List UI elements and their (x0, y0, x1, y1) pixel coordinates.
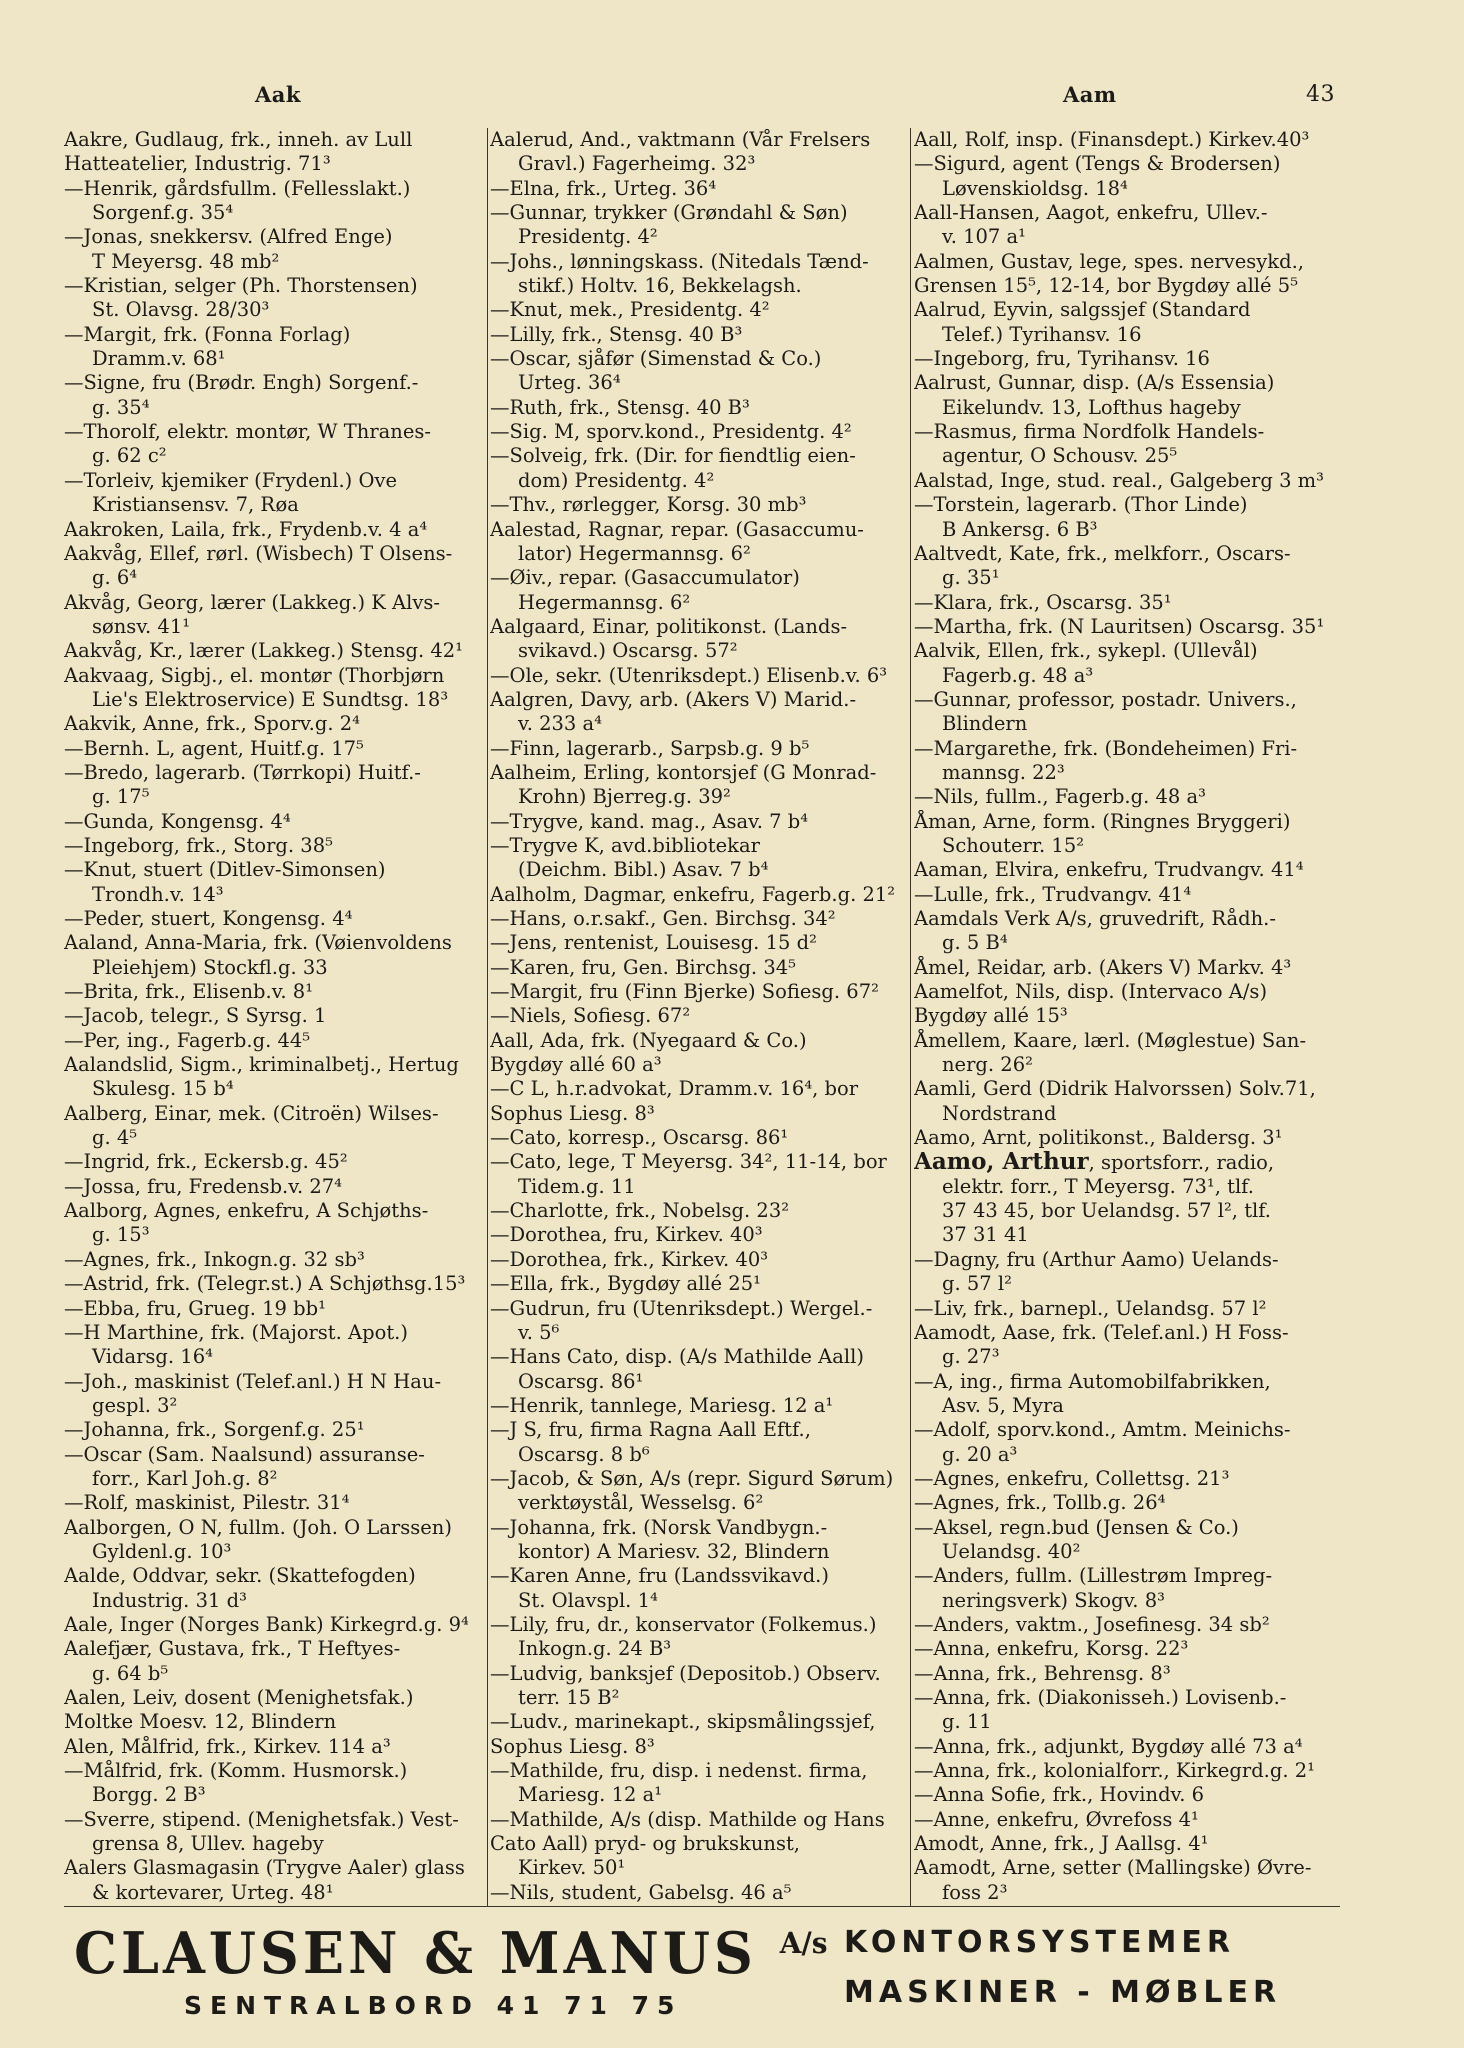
directory-entry-line: —Margarethe, frk. (Bondeheimen) Fri- (914, 736, 1298, 760)
directory-entry-line: T Meyersg. 48 mb² (92, 249, 280, 273)
directory-entry-line: —Johanna, frk., Sorgenf.g. 25¹ (64, 1418, 365, 1442)
directory-entry-line: —Gunda, Kongensg. 4⁴ (64, 809, 291, 833)
directory-entry-line: Fagerb.g. 48 a³ (942, 663, 1094, 687)
directory-entry-line: Aall, Ada, frk. (Nyegaard & Co.) (490, 1028, 807, 1052)
header-left-guide-word: Aak (255, 82, 301, 107)
directory-entry-line: Aall-Hansen, Aagot, enkefru, Ullev.- (914, 201, 1268, 225)
directory-entry-line: Telef.) Tyrihansv. 16 (942, 322, 1142, 346)
directory-entry-line: Aale, Inger (Norges Bank) Kirkegrd.g. 9⁴ (64, 1612, 469, 1636)
directory-entry-line: Aalheim, Erling, kontorsjef (G Monrad- (490, 760, 877, 784)
directory-entry-line: Hegermannsg. 6² (518, 590, 691, 614)
directory-entry-line: —Charlotte, frk., Nobelsg. 23² (490, 1199, 790, 1223)
directory-entry-line: foss 2³ (942, 1880, 1008, 1904)
advertisement-phone: SENTRALBORD 41 71 75 (184, 1991, 683, 2020)
directory-entry-line: Schouterr. 15² (942, 833, 1085, 857)
advertisement (64, 1912, 1340, 2022)
directory-entry-line: Aalers Glasmagasin (Trygve Aaler) glass (64, 1856, 465, 1880)
page-number: 43 (1306, 82, 1335, 107)
advertisement-brand (74, 1912, 828, 2020)
directory-entry-line: —Ebba, fru, Grueg. 19 bb¹ (64, 1296, 326, 1320)
directory-entry-line: Løvenskioldsg. 18⁴ (942, 176, 1128, 200)
directory-entry-line: Kristiansensv. 7, Røa (92, 493, 299, 517)
directory-entry-line: —Jacob, telegr., S Syrsg. 1 (64, 1004, 327, 1028)
directory-entry-line: —Lilly, frk., Stensg. 40 B³ (490, 322, 743, 346)
directory-entry-line: Aakroken, Laila, frk., Frydenb.v. 4 a⁴ (64, 517, 428, 541)
directory-entry-line: —Dorothea, fru, Kirkev. 40³ (490, 1223, 763, 1247)
directory-entry-line: Dramm.v. 68¹ (92, 347, 226, 371)
header-right-guide-word: Aam (1063, 82, 1117, 107)
directory-entry-line: —Henrik, gårdsfullm. (Fellesslakt.) (64, 176, 411, 200)
company-name-text: CLAUSEN & MANUS (74, 1919, 757, 1987)
directory-column-3 (914, 128, 1334, 1906)
directory-entry-line: Aalde, Oddvar, sekr. (Skattefogden) (64, 1564, 416, 1588)
highlighted-entry-name: Aamo, Arthur (914, 1150, 1089, 1175)
directory-entry-line: dom) Presidentg. 4² (518, 468, 715, 492)
directory-entry-line: —Gunnar, professor, postadr. Univers., (914, 687, 1297, 711)
advertisement-line-1: KONTORSYSTEMER (844, 1925, 1235, 1960)
directory-entry-line: Hatteatelier, Industrig. 71³ (64, 152, 331, 176)
directory-entry-line: —Astrid, frk. (Telegr.st.) A Schjøthsg.15³ (64, 1272, 466, 1296)
directory-entry-line: —Agnes, frk., Tollb.g. 26⁴ (914, 1491, 1166, 1515)
directory-entry-line: g. 15³ (92, 1223, 150, 1247)
directory-entry-line: v. 5⁶ (518, 1320, 560, 1344)
directory-entry-line: —Hans Cato, disp. (A/s Mathilde Aall) (490, 1345, 864, 1369)
directory-entry-line: Amodt, Anne, frk., J Aallsg. 4¹ (914, 1832, 1209, 1856)
directory-entry-line: g. 64 b⁵ (92, 1661, 169, 1685)
directory-entry-line: Åmel, Reidar, arb. (Akers V) Markv. 4³ (914, 955, 1292, 979)
directory-entry-line: —Målfrid, frk. (Komm. Husmorsk.) (64, 1759, 408, 1783)
directory-entry-line: Moltke Moesv. 12, Blindern (64, 1710, 337, 1734)
directory-entry-line: —Anders, vaktm., Josefinesg. 34 sb² (914, 1612, 1270, 1636)
directory-entry-line: Borgg. 2 B³ (92, 1783, 206, 1807)
directory-entry-line: —Torstein, lagerarb. (Thor Linde) (914, 493, 1248, 517)
directory-entry-line: Oscarsg. 8 b⁶ (518, 1442, 650, 1466)
directory-entry-line: —Karen Anne, fru (Landssvikavd.) (490, 1564, 829, 1588)
company-suffix: A/s (779, 1925, 828, 1961)
directory-entry-line: —Anna, enkefru, Korsg. 22³ (914, 1637, 1189, 1661)
directory-entry-line: nerg. 26² (942, 1053, 1033, 1077)
directory-entry-line: —Lily, fru, dr., konservator (Folkemus.) (490, 1612, 877, 1636)
directory-entry-line: —Knut, mek., Presidentg. 4² (490, 298, 770, 322)
directory-entry-line: v. 107 a¹ (942, 225, 1026, 249)
directory-entry-line: Bygdøy allé 60 a³ (490, 1053, 662, 1077)
directory-entry-line: Åmellem, Kaare, lærl. (Møglestue) San- (914, 1028, 1307, 1052)
directory-entry-line: Aalrud, Eyvin, salgssjef (Standard (914, 298, 1251, 322)
directory-entry-line: Grensen 15⁵, 12-14, bor Bygdøy allé 5⁵ (914, 274, 1299, 298)
directory-entry-line: Aalefjær, Gustava, frk., T Heftyes- (64, 1637, 401, 1661)
directory-entry-line: Aalholm, Dagmar, enkefru, Fagerb.g. 21² (490, 882, 896, 906)
directory-entry-line: Uelandsg. 40² (942, 1539, 1081, 1563)
directory-entry-line: g. 6⁴ (92, 566, 138, 590)
directory-entry-line: Mariesg. 12 a¹ (518, 1783, 663, 1807)
directory-entry-line: —Ruth, frk., Stensg. 40 B³ (490, 395, 750, 419)
directory-entry-line: forr., Karl Joh.g. 8² (92, 1466, 278, 1490)
directory-entry-line: —Jacob, & Søn, A/s (repr. Sigurd Sørum) (490, 1466, 894, 1490)
directory-entry-line: Nordstrand (942, 1101, 1057, 1125)
directory-entry-line: Aaltvedt, Kate, frk., melkforr., Oscars- (914, 541, 1291, 565)
directory-entry-line: Krohn) Bjerreg.g. 39² (518, 785, 731, 809)
directory-entry-line: —Gunnar, trykker (Grøndahl & Søn) (490, 201, 848, 225)
directory-entry-line: Presidentg. 4² (518, 225, 658, 249)
directory-entry-line: —Finn, lagerarb., Sarpsb.g. 9 b⁵ (490, 736, 810, 760)
directory-entry-line: Alen, Målfrid, frk., Kirkev. 114 a³ (64, 1734, 391, 1758)
directory-entry-line: Lie's Elektroservice) E Sundtsg. 18³ (92, 687, 449, 711)
directory-entry-line: g. 35¹ (942, 566, 1000, 590)
directory-entry-line: Gyldenl.g. 10³ (92, 1539, 232, 1563)
directory-entry-line: g. 5 B⁴ (942, 931, 1008, 955)
directory-entry-line: mannsg. 22³ (942, 760, 1065, 784)
directory-entry-line: —Anna, frk., kolonialforr., Kirkegrd.g. 2¹ (914, 1759, 1315, 1783)
directory-entry-line: Akvåg, Georg, lærer (Lakkeg.) K Alvs- (64, 590, 440, 614)
directory-entry-line: neringsverk) Skogv. 8³ (942, 1588, 1165, 1612)
directory-entry-line: (Deichm. Bibl.) Asav. 7 b⁴ (518, 858, 769, 882)
directory-entry-line: Bygdøy allé 15³ (914, 1004, 1068, 1028)
directory-entry-line: Aakre, Gudlaug, frk., inneh. av Lull (64, 128, 413, 151)
directory-entry-line: —Mathilde, A/s (disp. Mathilde og Hans (490, 1807, 885, 1831)
directory-entry-line: kontor) A Mariesv. 32, Blindern (518, 1539, 830, 1563)
directory-entry-line: gespl. 3² (92, 1393, 178, 1417)
directory-entry-line: g. 57 l² (942, 1272, 1012, 1296)
directory-entry-line: g. 27³ (942, 1345, 1000, 1369)
directory-entry-line: —Jens, rentenist, Louisesg. 15 d² (490, 931, 817, 955)
directory-entry-line: —Per, ing., Fagerb.g. 44⁵ (64, 1028, 311, 1052)
directory-entry-line: Aamdals Verk A/s, gruvedrift, Rådh.- (914, 907, 1276, 930)
directory-entry-line: Aalandslid, Sigm., kriminalbetj., Hertug (64, 1053, 459, 1077)
directory-entry-line: Skulesg. 15 b⁴ (92, 1077, 234, 1101)
directory-entry-line: Aakvaag, Sigbj., el. montør (Thorbjørn (64, 663, 445, 687)
directory-entry-line: Inkogn.g. 24 B³ (518, 1637, 672, 1661)
directory-entry-line: —Ingrid, frk., Eckersb.g. 45² (64, 1150, 348, 1174)
directory-entry-line: —Øiv., repar. (Gasaccumulator) (490, 566, 800, 590)
directory-entry-line: —Sigurd, agent (Tengs & Brodersen) (914, 152, 1281, 176)
directory-entry-line: —Ingeborg, fru, Tyrihansv. 16 (914, 347, 1210, 371)
directory-entry-line: Industrig. 31 d³ (92, 1588, 247, 1612)
directory-entry-line: Aalen, Leiv, dosent (Menighetsfak.) (64, 1686, 414, 1709)
directory-entry-line: Aalvik, Ellen, frk., sykepl. (Ullevål) (914, 639, 1258, 663)
directory-entry-line: grensa 8, Ullev. hageby (92, 1832, 324, 1856)
directory-entry-line: g. 62 c² (92, 444, 167, 468)
advertisement-company-name (74, 1910, 828, 1987)
directory-entry-line: Blindern (942, 712, 1028, 736)
directory-entry-line: Sophus Liesg. 8³ (490, 1734, 655, 1758)
directory-entry-line: —Lulle, frk., Trudvangv. 41⁴ (914, 882, 1192, 906)
directory-entry-line: —Oscar (Sam. Naalsund) assuranse- (64, 1442, 425, 1466)
directory-entry-line: v. 233 a⁴ (518, 712, 602, 736)
directory-entry-line: Aaman, Elvira, enkefru, Trudvangv. 41⁴ (914, 858, 1304, 882)
directory-entry-line: —J S, fru, firma Ragna Aall Eftf., (490, 1418, 811, 1442)
advertisement-products (844, 1918, 1324, 2018)
directory-entry-line: Tidem.g. 11 (518, 1174, 636, 1198)
directory-entry-line: —Brita, frk., Elisenb.v. 8¹ (64, 980, 314, 1004)
directory-entry-line: —Karen, fru, Gen. Birchsg. 34⁵ (490, 955, 796, 979)
directory-entry-line: terr. 15 B² (518, 1686, 620, 1709)
directory-entry-line: elektr. forr., T Meyersg. 73¹, tlf. (942, 1174, 1254, 1198)
directory-entry-line: —Ingeborg, frk., Storg. 38⁵ (64, 833, 333, 857)
directory-entry-line: —Thorolf, elektr. montør, W Thranes- (64, 420, 431, 444)
directory-entry-line: g. 17⁵ (92, 785, 150, 809)
directory-entry-line: St. Olavsg. 28/30³ (92, 298, 270, 322)
advertisement-divider (64, 1906, 1340, 1907)
directory-entry-line: —Ludv., marinekapt., skipsmålingssjef, (490, 1710, 876, 1734)
directory-entry-line: —Anne, enkefru, Øvrefoss 4¹ (914, 1807, 1199, 1831)
directory-entry-line: —A, ing., firma Automobilfabrikken, (914, 1369, 1271, 1393)
directory-entry-line: —Sverre, stipend. (Menighetsfak.) Vest- (64, 1807, 459, 1831)
directory-entry-line: Aall, Rolf, insp. (Finansdept.) Kirkev.40³ (914, 128, 1310, 151)
directory-entry-line: Aamodt, Arne, setter (Mallingske) Øvre- (914, 1856, 1312, 1880)
directory-entry-line: —Anna, frk., adjunkt, Bygdøy allé 73 a⁴ (914, 1734, 1303, 1758)
column-divider (487, 128, 488, 1906)
directory-entry-line: —Johs., lønningskass. (Nitedals Tænd- (490, 249, 869, 273)
directory-entry-line: Aalborgen, O N, fullm. (Joh. O Larssen) (64, 1515, 452, 1539)
directory-entry-line: Pleiehjem) Stockfl.g. 33 (92, 955, 328, 979)
directory-entry-line: 37 31 41 (942, 1223, 1029, 1247)
directory-entry-line: g. 35⁴ (92, 395, 150, 419)
directory-entry-line: —Nils, student, Gabelsg. 46 a⁵ (490, 1880, 792, 1904)
directory-entry-line: —Anna, frk. (Diakonisseh.) Lovisenb.- (914, 1686, 1287, 1709)
directory-entry-line: —Agnes, enkefru, Collettsg. 21³ (914, 1466, 1230, 1490)
directory-entry-line: —Anna Sofie, frk., Hovindv. 6 (914, 1783, 1205, 1807)
directory-entry-line: —Hans, o.r.sakf., Gen. Birchsg. 34² (490, 907, 836, 930)
directory-entry-line: —Margit, fru (Finn Bjerke) Sofiesg. 67² (490, 980, 879, 1004)
directory-entry-line: Sophus Liesg. 8³ (490, 1101, 655, 1125)
directory-entry-line: —Bredo, lagerarb. (Tørrkopi) Huitf.- (64, 760, 421, 784)
directory-entry-line: —Thv., rørlegger, Korsg. 30 mb³ (490, 493, 807, 517)
directory-entry-line: Aalborg, Agnes, enkefru, A Schjøths- (64, 1199, 429, 1223)
directory-entry-line: Oscarsg. 86¹ (518, 1369, 644, 1393)
directory-entry-line: —Rasmus, firma Nordfolk Handels- (914, 420, 1265, 444)
directory-entry-line: —Knut, stuert (Ditlev-Simonsen) (64, 858, 386, 882)
directory-entry-line: —Rolf, maskinist, Pilestr. 31⁴ (64, 1491, 350, 1515)
directory-entry-line: Eikelundv. 13, Lofthus hageby (942, 395, 1241, 419)
directory-entry-line: agentur, O Schousv. 25⁵ (942, 444, 1178, 468)
directory-entry-line: Aakvåg, Kr., lærer (Lakkeg.) Stensg. 42¹ (64, 639, 463, 663)
directory-entry-line: —Mathilde, fru, disp. i nedenst. firma, (490, 1759, 868, 1783)
directory-entry-line: —Aksel, regn.bud (Jensen & Co.) (914, 1515, 1239, 1539)
directory-entry-line: —Torleiv, kjemiker (Frydenl.) Ove (64, 468, 398, 492)
directory-entry-line: —Ella, frk., Bygdøy allé 25¹ (490, 1272, 761, 1296)
directory-column-2 (490, 128, 908, 1906)
directory-entry-line: —Solveig, frk. (Dir. for fiendtlig eien- (490, 444, 856, 468)
directory-entry-line: lator) Hegermannsg. 6² (518, 541, 751, 565)
directory-entry-line: —H Marthine, frk. (Majorst. Apot.) (64, 1320, 408, 1344)
directory-entry-line: —Adolf, sporv.kond., Amtm. Meinichs- (914, 1418, 1291, 1442)
directory-entry-line: —Jonas, snekkersv. (Alfred Enge) (64, 225, 393, 249)
directory-entry-line: Asv. 5, Myra (942, 1393, 1064, 1417)
directory-entry-line: 37 43 45, bor Uelandsg. 57 l², tlf. (942, 1199, 1271, 1223)
directory-entry-line: Urteg. 36⁴ (518, 371, 621, 395)
directory-entry-line: —Gudrun, fru (Utenriksdept.) Wergel.- (490, 1296, 873, 1320)
directory-entry-line: sønsv. 41¹ (92, 614, 191, 638)
directory-entry-line: Aamo, Arnt, politikonst., Baldersg. 3¹ (914, 1126, 1283, 1150)
directory-entry-line: Aamodt, Aase, frk. (Telef.anl.) H Foss- (914, 1320, 1289, 1344)
directory-entry-line: —Margit, frk. (Fonna Forlag) (64, 322, 351, 346)
directory-column-1 (64, 128, 484, 1906)
directory-entry-line: Cato Aall) pryd- og brukskunst, (490, 1832, 800, 1856)
directory-entry-line: Aakvik, Anne, frk., Sporv.g. 2⁴ (64, 712, 360, 736)
directory-entry-line: B Ankersg. 6 B³ (942, 517, 1098, 541)
directory-entry-line: —Klara, frk., Oscarsg. 35¹ (914, 590, 1172, 614)
directory-entry-line: Aalmen, Gustav, lege, spes. nervesykd., (914, 249, 1304, 273)
directory-entry-line: —Dagny, fru (Arthur Aamo) Uelands- (914, 1247, 1279, 1271)
directory-entry-line: Vidarsg. 16⁴ (92, 1345, 213, 1369)
directory-entry-line: —Niels, Sofiesg. 67² (490, 1004, 691, 1028)
column-divider (910, 128, 911, 1906)
directory-entry-line: —Henrik, tannlege, Mariesg. 12 a¹ (490, 1393, 834, 1417)
directory-entry-line: Aamelfot, Nils, disp. (Intervaco A/s) (914, 980, 1268, 1004)
directory-entry-line: Aalerud, And., vaktmann (Vår Frelsers (490, 128, 871, 151)
directory-entry-line: Aalrust, Gunnar, disp. (A/s Essensia) (914, 371, 1275, 395)
directory-entry-line: g. 4⁵ (92, 1126, 138, 1150)
directory-entry-line: —Anders, fullm. (Lillestrøm Impreg- (914, 1564, 1273, 1588)
directory-entry-line: verktøystål, Wesselsg. 6² (518, 1491, 764, 1515)
directory-entry-line: —Nils, fullm., Fagerb.g. 48 a³ (914, 785, 1206, 809)
directory-entry-line: —Anna, frk., Behrensg. 8³ (914, 1661, 1171, 1685)
directory-entry-line: Sorgenf.g. 35⁴ (92, 201, 234, 225)
directory-entry-line: Kirkev. 50¹ (518, 1856, 626, 1880)
directory-entry-line: Aamli, Gerd (Didrik Halvorssen) Solv.71, (914, 1077, 1316, 1101)
directory-entry-line: g. 20 a³ (942, 1442, 1018, 1466)
directory-entry-line: —Sig. M, sporv.kond., Presidentg. 4² (490, 420, 852, 444)
directory-entry-line: —Ludvig, banksjef (Depositob.) Observ. (490, 1661, 881, 1685)
directory-entry-line: Gravl.) Fagerheimg. 32³ (518, 152, 756, 176)
directory-entry-line: —C L, h.r.advokat, Dramm.v. 16⁴, bor (490, 1077, 859, 1101)
directory-entry-line: Aakvåg, Ellef, rørl. (Wisbech) T Olsens- (64, 541, 453, 565)
directory-entry-line: Aalstad, Inge, stud. real., Galgeberg 3 m³ (914, 468, 1324, 492)
directory-entry-line: g. 11 (942, 1710, 992, 1734)
directory-entry-line: —Johanna, frk. (Norsk Vandbygn.- (490, 1515, 828, 1539)
directory-entry-line: —Cato, korresp., Oscarsg. 86¹ (490, 1126, 789, 1150)
directory-entry-line: —Trygve K, avd.bibliotekar (490, 833, 760, 857)
directory-entry-line: —Signe, fru (Brødr. Engh) Sorgenf.- (64, 371, 419, 395)
directory-entry-line: stikf.) Holtv. 16, Bekkelagsh. (518, 274, 802, 298)
directory-entry-line: —Joh., maskinist (Telef.anl.) H N Hau- (64, 1369, 442, 1393)
directory-entry-line: St. Olavspl. 1⁴ (518, 1588, 658, 1612)
directory-entry-line: Trondh.v. 14³ (92, 882, 224, 906)
directory-entry-line: & kortevarer, Urteg. 48¹ (92, 1880, 334, 1904)
directory-entry-line: Aalgaard, Einar, politikonst. (Lands- (490, 614, 848, 638)
directory-entry-line: —Bernh. L, agent, Huitf.g. 17⁵ (64, 736, 364, 760)
directory-entry-line: Aaland, Anna-Maria, frk. (Vøienvoldens (64, 931, 452, 955)
directory-entry-line: Aamo, Arthur, sportsforr., radio, (914, 1150, 1275, 1175)
directory-entry-line: —Agnes, frk., Inkogn.g. 32 sb³ (64, 1247, 365, 1271)
directory-entry-line: —Ole, sekr. (Utenriksdept.) Elisenb.v. 6³ (490, 663, 888, 687)
directory-entry-line: —Martha, frk. (N Lauritsen) Oscarsg. 35¹ (914, 614, 1325, 638)
directory-entry-line: —Peder, stuert, Kongensg. 4⁴ (64, 907, 353, 930)
directory-entry-line: Aalgren, Davy, arb. (Akers V) Marid.- (490, 687, 857, 711)
directory-entry-line: Åman, Arne, form. (Ringnes Bryggeri) (914, 809, 1291, 833)
directory-entry-line: svikavd.) Oscarsg. 57² (518, 639, 738, 663)
directory-entry-line: —Dorothea, frk., Kirkev. 40³ (490, 1247, 769, 1271)
directory-entry-line: Aalberg, Einar, mek. (Citroën) Wilses- (64, 1101, 439, 1125)
directory-entry-line: —Elna, frk., Urteg. 36⁴ (490, 176, 717, 200)
advertisement-line-2: MASKINER - MØBLER (844, 1975, 1282, 2010)
directory-entry-line: —Trygve, kand. mag., Asav. 7 b⁴ (490, 809, 809, 833)
directory-entry-line: —Liv, frk., barnepl., Uelandsg. 57 l² (914, 1296, 1267, 1320)
directory-entry-line: —Cato, lege, T Meyersg. 34², 11-14, bor (490, 1150, 887, 1174)
directory-entry-line: —Jossa, fru, Fredensb.v. 27⁴ (64, 1174, 342, 1198)
directory-entry-line: —Kristian, selger (Ph. Thorstensen) (64, 274, 418, 298)
directory-entry-line: —Oscar, sjåfør (Simenstad & Co.) (490, 347, 822, 371)
directory-entry-line: Aalestad, Ragnar, repar. (Gasaccumu- (490, 517, 864, 541)
